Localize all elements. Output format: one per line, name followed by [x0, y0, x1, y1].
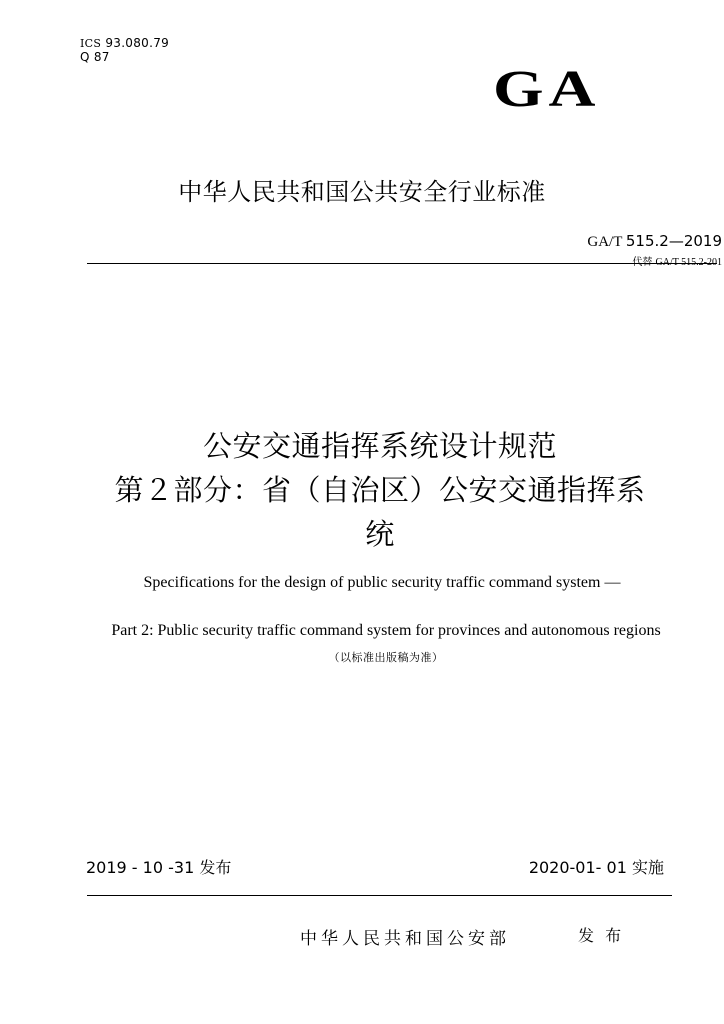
replaces-label: 代替 [632, 257, 653, 268]
classification-code: Q 87 [80, 50, 110, 64]
standard-code: 515.2—2019 [625, 232, 722, 250]
ics-number: 93.080.79 [105, 36, 170, 50]
ics-code [80, 36, 169, 51]
issue-date-value: 2019 - 10 -31 [86, 858, 195, 877]
english-title-line-2: Part 2: Public security traffic command system for provinces and autonomous regions [111, 622, 661, 639]
title-line-3: 统 [365, 517, 395, 551]
draft-note: （以标准出版稿为准） [328, 651, 444, 664]
implementation-label: 实施 [631, 858, 664, 877]
standard-prefix: GA/T [587, 234, 626, 250]
english-title-line-1: Specifications for the design of public security traffic command system — [143, 574, 621, 591]
implementation-date-value: 2020-01- 01 [528, 858, 627, 877]
issuer-name: 中华人民共和国公安部 [300, 929, 510, 949]
ics-label: ICS [80, 37, 102, 50]
title-line-1: 公安交通指挥系统设计规范 [202, 429, 557, 463]
ga-logo: GA [493, 61, 601, 118]
issue-date [86, 857, 231, 879]
standard-number [587, 231, 722, 252]
top-divider [87, 263, 717, 264]
replaces-note [632, 256, 722, 270]
industry-standard-heading: 中华人民共和国公共安全行业标准 [178, 178, 546, 206]
implementation-date [529, 857, 664, 879]
title-line-2: 第２部分：省（自治区）公安交通指挥系 [114, 473, 646, 507]
issuer-action: 发 布 [578, 926, 625, 945]
bottom-divider [87, 895, 672, 896]
document-title [80, 424, 680, 556]
replaces-code: GA/T 515.2-201 [655, 257, 722, 268]
issue-label: 发布 [199, 858, 232, 877]
